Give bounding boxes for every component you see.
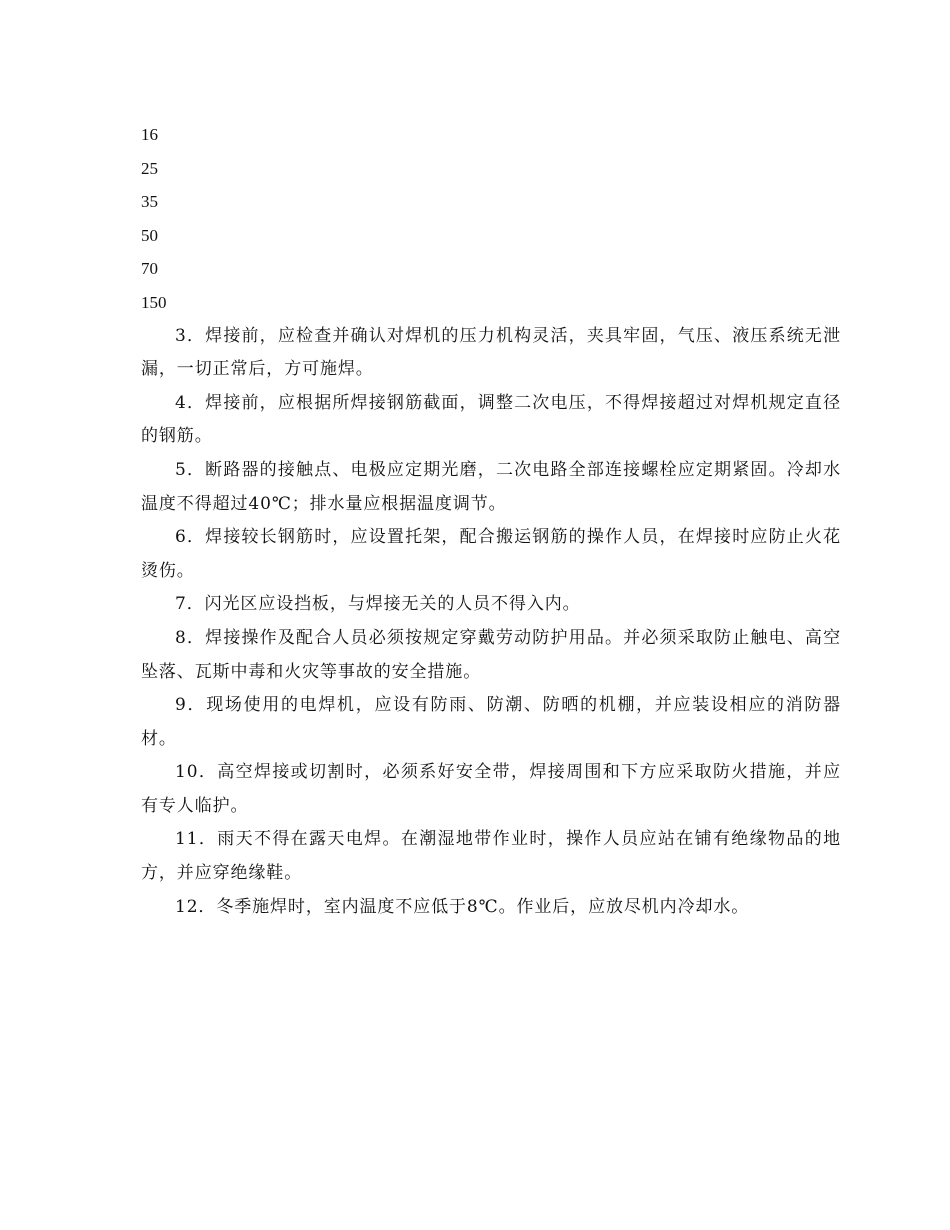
number-line: 70: [141, 259, 158, 279]
document-body: [141, 118, 841, 924]
rule-paragraph-5: 5．断路器的接触点、电极应定期光磨，二次电路全部连接螺栓应定期紧固。冷却水温度不得超过40℃；排水量应根据温度调节。: [141, 459, 841, 514]
number-line: 16: [141, 125, 158, 144]
number-line: 25: [141, 158, 158, 178]
rule-paragraph-11: 11．雨天不得在露天电焊。在潮湿地带作业时，操作人员应站在铺有绝缘物品的地方，并应穿绝缘鞋。: [141, 829, 841, 884]
rule-paragraph-6: 6．焊接较长钢筋时，应设置托架，配合搬运钢筋的操作人员，在焊接时应防止火花烫伤。: [141, 527, 841, 581]
rule-paragraph-10: 10．高空焊接或切割时，必须系好安全带，焊接周围和下方应采取防火措施，并应有专人临护。: [141, 762, 841, 816]
rule-paragraph-9: 9．现场使用的电焊机，应设有防雨、防潮、防晒的机棚，并应装设相应的消防器材。: [141, 695, 841, 749]
rule-paragraph-8: 8．焊接操作及配合人员必须按规定穿戴劳动防护用品。并必须采取防止触电、高空坠落、瓦斯中毒和火灾等事故的安全措施。: [141, 627, 841, 682]
rule-paragraph-12: 12．冬季施焊时，室内温度不应低于8℃。作业后，应放尽机内冷却水。: [175, 896, 750, 917]
number-line: 50: [141, 225, 158, 245]
rule-paragraph-4: 4．焊接前，应根据所焊接钢筋截面，调整二次电压，不得焊接超过对焊机规定直径的钢筋。: [141, 392, 841, 447]
rule-paragraph-3: 3．焊接前，应检查并确认对焊机的压力机构灵活，夹具牢固，气压、液压系统无泄漏，一切正常后，方可施焊。: [141, 325, 841, 380]
number-line: 35: [141, 192, 158, 212]
number-line: 150: [141, 292, 167, 312]
rule-paragraph-7: 7．闪光区应设挡板，与焊接无关的人员不得入内。: [175, 594, 581, 615]
